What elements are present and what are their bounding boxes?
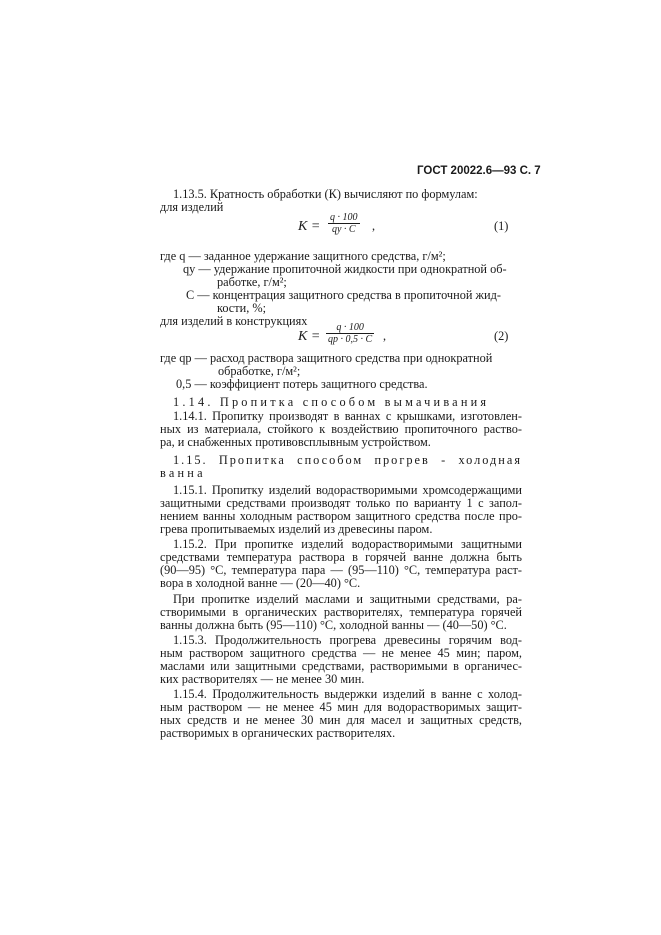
paragraph-line: (90—95) °С, температура пара — (95—110) °С, температура раст- [160,563,522,577]
paragraph-line: маслами или защитными средствами, растворимыми в органичес- [160,659,522,673]
paragraph-line: защитными средствами производят только по варианту 1 с запол- [160,496,522,510]
where-line: где q — заданное удержание защитного средства, г/м²; [160,249,446,263]
paragraph-line: растворимых в органических растворителях. [160,726,396,740]
where-line: обработке, г/м²; [218,364,301,378]
paragraph-line: ным раствором защитного средства — не менее 45 мин; паром, [160,646,522,660]
where-line: qу — удержание пропиточной жидкости при однократной об- [183,262,507,276]
paragraph-line: ванны должна быть (95—110) °С, холодной ванны — (40—50) °С. [160,618,507,632]
formula-number: (2) [494,329,509,343]
paragraph-line: для изделий в конструкциях [160,314,308,328]
where-line: C — концентрация защитного средства в пропиточной жид- [186,288,501,302]
paragraph-line: 1.15.4. Продолжительность выдержки изделий в ванне с холод- [173,687,522,701]
paragraph-line: для изделий [160,200,224,214]
paragraph-line: ных средств и не менее 30 мин для масел и защитных средств, [160,713,522,727]
where-line: работке, г/м²; [217,275,287,289]
formula-numerator: q · 100 [330,212,358,223]
paragraph-line: створимыми в органических растворителях, температура горячей [160,605,522,619]
formula-tail: , [383,329,387,343]
paragraph-line: ным раствором — не менее 45 мин для водорастворимых защит- [160,700,522,714]
paragraph-line: 1.15.1. Пропитку изделий водорастворимыми хромсодержащими [173,483,522,497]
paragraph-line: нением ванны холодным раствором защитного средства после про- [160,509,522,523]
section-title-1-15-cont: ванна [160,466,206,480]
formula-denominator: qр · 0,5 · C [328,334,373,345]
formula-numerator: q · 100 [326,322,374,334]
formula-fraction [326,322,374,346]
page-header: ГОСТ 20022.6—93 С. 7 [417,165,541,177]
formula-fraction [328,212,360,236]
paragraph-line: 1.15.3. Продолжительность прогрева древесины горячим вод- [173,633,522,647]
paragraph-line: ких растворителях — не менее 30 мин. [160,672,365,686]
paragraph-line: 1.14.1. Пропитку производят в ваннах с крышками, изготовлен- [173,409,522,423]
paragraph-1-13-5-line: 1.13.5. Кратность обработки (К) вычисляют по формулам: [173,187,478,201]
section-title-1-15: 1.15. Пропитка способом прогрев - холодная [173,453,522,467]
formula-tail: , [372,219,376,233]
formula-denominator: qу · C [331,224,356,235]
section-title-1-14: 1.14. Пропитка способом вымачивания [173,395,490,409]
paragraph-line: грева пропитываемых изделий из древесины паром. [160,522,433,536]
formula-lhs: K = [298,219,321,234]
formula-number: (1) [494,219,509,233]
where-line: где qр — расход раствора защитного средства при однократной [160,351,493,365]
where-line: кости, %; [217,301,267,315]
paragraph-line: 1.15.2. При пропитке изделий водорастворимыми защитными [173,537,522,551]
formula-lhs: K = [298,329,321,344]
paragraph-line: ра, и снабженных противовсплывным устройством. [160,435,431,449]
paragraph-line: ных из материала, стойкого к воздействию пропиточного раство- [160,422,522,436]
paragraph-line: средствами температура раствора в горячей ванне должна быть [160,550,522,564]
where-line: 0,5 — коэффициент потерь защитного средства. [176,377,428,391]
paragraph-line: вора в холодной ванне — (20—40) °С. [160,576,361,590]
paragraph-line: При пропитке изделий маслами и защитными средствами, ра- [173,592,522,606]
